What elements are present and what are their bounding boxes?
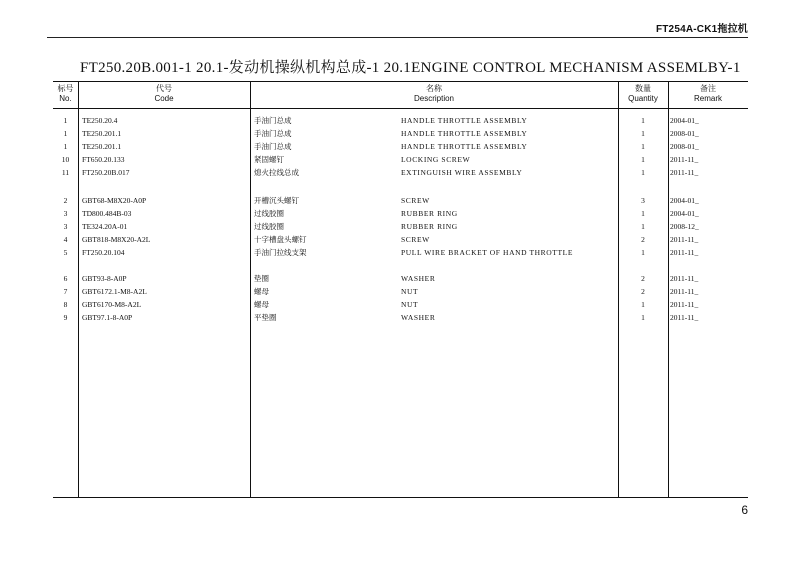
cell-no: 10 [61,155,70,164]
cell-code: FT250.20B.017 [82,168,130,177]
cell-remark: 2008-12_ [670,222,699,231]
table-row [53,140,748,153]
cell-name: 手油门拉线支架 [254,248,307,257]
cell-remark: 2011-11_ [670,287,699,296]
cell-code: TE324.20A-01 [82,222,128,231]
cell-desc: NUT [401,287,419,296]
header-no-cn: 标号 [57,84,74,93]
cell-name: 过线胶圈 [254,209,284,218]
header-description-en: Description [413,94,454,103]
cell-no: 11 [61,168,70,177]
cell-no: 5 [63,248,68,257]
table-row [53,127,748,140]
cell-qty: 1 [641,313,645,322]
cell-qty: 2 [641,287,645,296]
cell-remark: 2004-01_ [670,196,699,205]
cell-qty: 3 [641,196,645,205]
cell-code: GBT68-M8X20-A0P [82,196,147,205]
cell-desc: LOCKING SCREW [401,155,471,164]
cell-desc: HANDLE THROTTLE ASSEMBLY [401,142,528,151]
cell-code: TE250.201.1 [82,142,122,151]
table-row [53,272,748,285]
cell-no: 3 [63,209,68,218]
table-row [53,298,748,311]
header-divider [53,108,748,109]
cell-remark: 2008-01_ [670,142,699,151]
table-row [53,220,748,233]
cell-code: TE250.20.4 [82,116,118,125]
table-row [53,233,748,246]
cell-qty: 2 [641,274,645,283]
cell-name: 过线胶圈 [254,222,284,231]
cell-no: 8 [63,300,68,309]
cell-remark: 2008-01_ [670,129,699,138]
cell-desc: EXTINGUISH WIRE ASSEMBLY [401,168,523,177]
cell-name: 手油门总成 [254,129,292,138]
cell-remark: 2011-11_ [670,274,699,283]
header-quantity-en: Quantity [628,94,658,103]
cell-name: 紧固螺钉 [254,155,284,164]
cell-desc: RUBBER RING [401,222,458,231]
header-quantity [618,84,668,104]
table-row [53,285,748,298]
table-row [53,207,748,220]
cell-no: 6 [63,274,68,283]
cell-desc: SCREW [401,235,430,244]
cell-name: 螺母 [254,300,269,309]
cell-name: 平垫圈 [254,313,277,322]
cell-no: 2 [63,196,68,205]
cell-remark: 2011-11_ [670,155,699,164]
header-remark [668,84,748,104]
header-code-en: Code [154,94,174,103]
header-description-cn: 名称 [426,84,442,93]
cell-code: GBT93-8-A0P [82,274,127,283]
cell-remark: 2011-11_ [670,235,699,244]
cell-code: TD800.484B-03 [82,209,132,218]
cell-no: 7 [63,287,68,296]
header-no [53,84,78,104]
cell-remark: 2011-11_ [670,168,699,177]
cell-name: 开槽沉头螺钉 [254,196,299,205]
cell-desc: WASHER [401,274,436,283]
cell-name: 螺母 [254,287,269,296]
header-remark-cn: 备注 [700,84,716,93]
table-row [53,166,748,179]
cell-qty: 1 [641,248,645,257]
cell-qty: 2 [641,235,645,244]
cell-no: 4 [63,235,68,244]
cell-qty: 1 [641,209,645,218]
cell-remark: 2004-01_ [670,116,699,125]
table-row [53,311,748,324]
parts-table [53,81,748,498]
table-row [53,246,748,259]
cell-code: GBT6172.1-M8-A2L [82,287,147,296]
cell-name: 手油门总成 [254,116,292,125]
cell-name: 手油门总成 [254,142,292,151]
cell-remark: 2011-11_ [670,248,699,257]
cell-code: GBT818-M8X20-A2L [82,235,151,244]
cell-no: 1 [63,129,68,138]
cell-name: 熄火拉线总成 [254,168,299,177]
page-number: 6 [741,503,748,517]
cell-qty: 1 [641,300,645,309]
cell-no: 1 [63,116,68,125]
cell-code: FT250.20.104 [82,248,125,257]
table-row [53,153,748,166]
cell-qty: 1 [641,142,645,151]
cell-qty: 1 [641,168,645,177]
cell-no: 9 [63,313,68,322]
cell-desc: HANDLE THROTTLE ASSEMBLY [401,116,528,125]
cell-no: 1 [63,142,68,151]
cell-qty: 1 [641,116,645,125]
cell-desc: WASHER [401,313,436,322]
cell-qty: 1 [641,129,645,138]
cell-no: 3 [63,222,68,231]
cell-code: FT650.20.133 [82,155,125,164]
cell-qty: 1 [641,222,645,231]
cell-desc: NUT [401,300,419,309]
header-description [250,84,618,104]
header-rule [47,37,748,38]
cell-code: GBT6170-M8-A2L [82,300,142,309]
header-remark-en: Remark [693,94,722,103]
cell-code: GBT97.1-8-A0P [82,313,133,322]
cell-desc: RUBBER RING [401,209,458,218]
cell-name: 垫圈 [254,274,269,283]
cell-remark: 2004-01_ [670,209,699,218]
document-header: FT254A-CK1拖拉机 [655,24,748,35]
header-quantity-cn: 数量 [635,84,651,93]
cell-remark: 2011-11_ [670,300,699,309]
cell-desc: PULL WIRE BRACKET OF HAND THROTTLE [401,248,573,257]
cell-remark: 2011-11_ [670,313,699,322]
table-row [53,194,748,207]
page-title: FT250.20B.001-1 20.1-发动机操纵机构总成-1 20.1ENGINE CONTROL MECHANISM ASSEMLBY-1 [80,60,741,76]
table-row [53,114,748,127]
cell-desc: SCREW [401,196,430,205]
cell-name: 十字槽盘头螺钉 [254,235,307,244]
header-code-cn: 代号 [156,84,172,93]
header-no-en: No. [59,94,72,103]
cell-desc: HANDLE THROTTLE ASSEMBLY [401,129,528,138]
cell-code: TE250.201.1 [82,129,122,138]
header-code [78,84,250,104]
cell-qty: 1 [641,155,645,164]
